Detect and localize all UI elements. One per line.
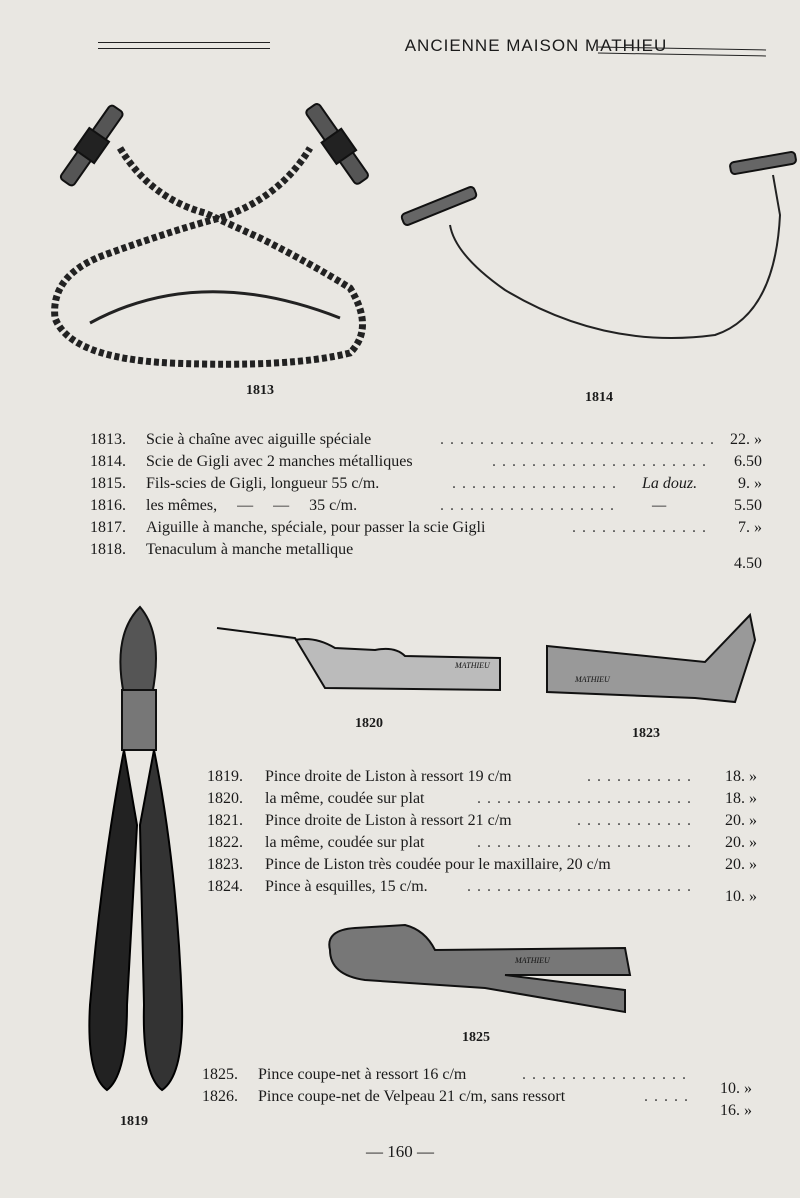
list-item: 1818. Tenaculum à manche metallique 4.50 <box>90 541 762 572</box>
page-header <box>98 34 768 64</box>
list-item: 1822. la même, coudée sur plat ...................... 20. » <box>207 834 757 851</box>
figure-label-1814: 1814 <box>585 390 613 405</box>
figure-label-1825: 1825 <box>462 1030 490 1045</box>
list-item: 1821. Pince droite de Liston à ressort 21 c/m ............ 20. » <box>207 812 757 829</box>
list-item: 1813. Scie à chaîne avec aiguille spéciale ............................ 22. » <box>90 431 762 448</box>
figure-label-1823: 1823 <box>632 726 660 741</box>
engraved-brand: MATHIEU <box>575 675 610 684</box>
list-item: 1820. la même, coudée sur plat ...................... 18. » <box>207 790 757 807</box>
angled-forceps-illustration <box>545 610 760 710</box>
list-item: 1817. Aiguille à manche, spéciale, pour passer la scie Gigli .............. 7. » <box>90 519 762 536</box>
list-item: 1825. Pince coupe-net à ressort 16 c/m ................. 10. » <box>202 1066 752 1097</box>
figure-label-1813: 1813 <box>246 383 274 398</box>
engraved-brand: MATHIEU <box>515 956 550 965</box>
list-item: 1814. Scie de Gigli avec 2 manches métalliques ...................... 6.50 <box>90 453 762 470</box>
gigli-saw-illustration <box>395 145 800 355</box>
figure-label-1819: 1819 <box>120 1114 148 1129</box>
list-item: 1819. Pince droite de Liston à ressort 19 c/m ........... 18. » <box>207 768 757 785</box>
list-item: 1826. Pince coupe-net de Velpeau 21 c/m, sans ressort ..... 16. » <box>202 1088 752 1119</box>
chain-saw-illustration <box>40 88 390 378</box>
list-item: 1816. les mêmes, — — 35 c/m. .................. — 5.50 <box>90 497 762 514</box>
header-rule-left <box>98 42 270 49</box>
page-title: ANCIENNE MAISON MATHIEU <box>404 36 668 55</box>
liston-forceps-illustration <box>82 605 192 1100</box>
bent-forceps-illustration <box>215 618 505 698</box>
bone-cutter-illustration <box>325 920 635 1020</box>
figure-label-1820: 1820 <box>355 716 383 731</box>
list-item: 1823. Pince de Liston très coudée pour le maxillaire, 20 c/m 20. » <box>207 856 757 873</box>
list-item: 1824. Pince à esquilles, 15 c/m. ....................... 10. » <box>207 878 757 905</box>
engraved-brand: MATHIEU <box>455 661 490 670</box>
page-number: — 160 — <box>366 1142 434 1161</box>
list-item: 1815. Fils-scies de Gigli, longueur 55 c/m. ................. La douz. 9. » <box>90 475 762 492</box>
